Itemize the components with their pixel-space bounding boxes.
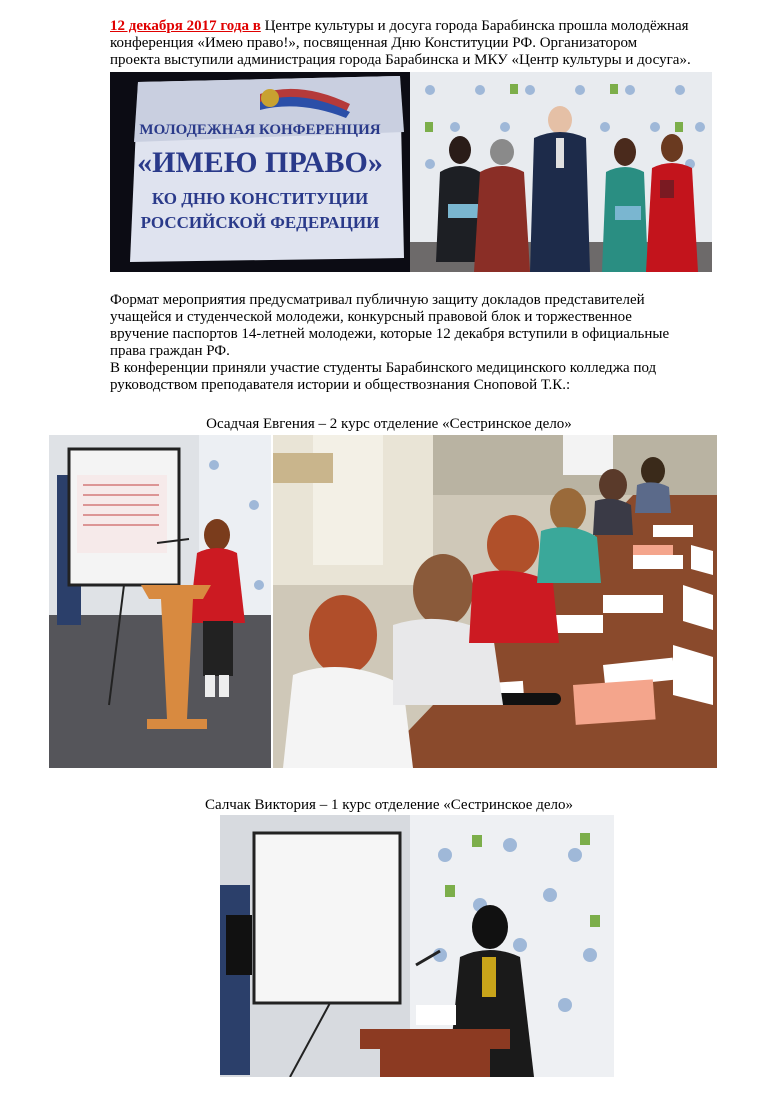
photo-speaker-podium	[49, 435, 271, 768]
photo-conference-slide	[110, 72, 410, 272]
intro-line-2: конференция «Имею право!», посвященная Дню Конституции РФ. Организатором	[110, 35, 638, 51]
body-paragraph	[110, 292, 750, 394]
photo-students-writing	[273, 435, 717, 768]
intro-line-1: Центре культуры и досуга города Барабинска прошла молодёжная	[260, 18, 689, 34]
caption-second-speaker: Салчак Виктория – 1 курс отделение «Сестринское дело»	[205, 797, 573, 813]
slide-line-3: КО ДНЮ КОНСТИТУЦИИ	[151, 189, 369, 208]
caption-first-speaker: Осадчая Евгения – 2 курс отделение «Сестринское дело»	[206, 416, 572, 432]
body-line-2: учащейся и студенческой молодежи, конкурсный правовой блок и торжественное	[110, 309, 632, 325]
body-line-3: вручение паспортов 14-летней молодежи, которые 12 декабря вступили в официальные	[110, 326, 670, 342]
intro-paragraph	[110, 18, 750, 69]
slide-line-4: РОССИЙСКОЙ ФЕДЕРАЦИИ	[140, 213, 380, 232]
body-line-1: Формат мероприятия предусматривал публичную защиту докладов представителей	[110, 292, 645, 308]
photo-passport-ceremony	[410, 72, 712, 272]
intro-line-3: проекта выступили администрация города Барабинска и МКУ «Центр культуры и досуга».	[110, 52, 691, 68]
body-line-6: руководством преподавателя истории и обществознания Сноповой Т.К.:	[110, 377, 571, 393]
photo-second-speaker	[220, 815, 614, 1077]
body-line-5: В конференции приняли участие студенты Барабинского медицинского колледжа под	[110, 360, 657, 376]
body-line-4: права граждан РФ.	[110, 343, 230, 359]
slide-line-2: «ИМЕЮ ПРАВО»	[137, 146, 383, 179]
event-date: 12 декабря 2017 года в	[110, 18, 261, 34]
slide-line-1: МОЛОДЕЖНАЯ КОНФЕРЕНЦИЯ	[139, 122, 381, 138]
